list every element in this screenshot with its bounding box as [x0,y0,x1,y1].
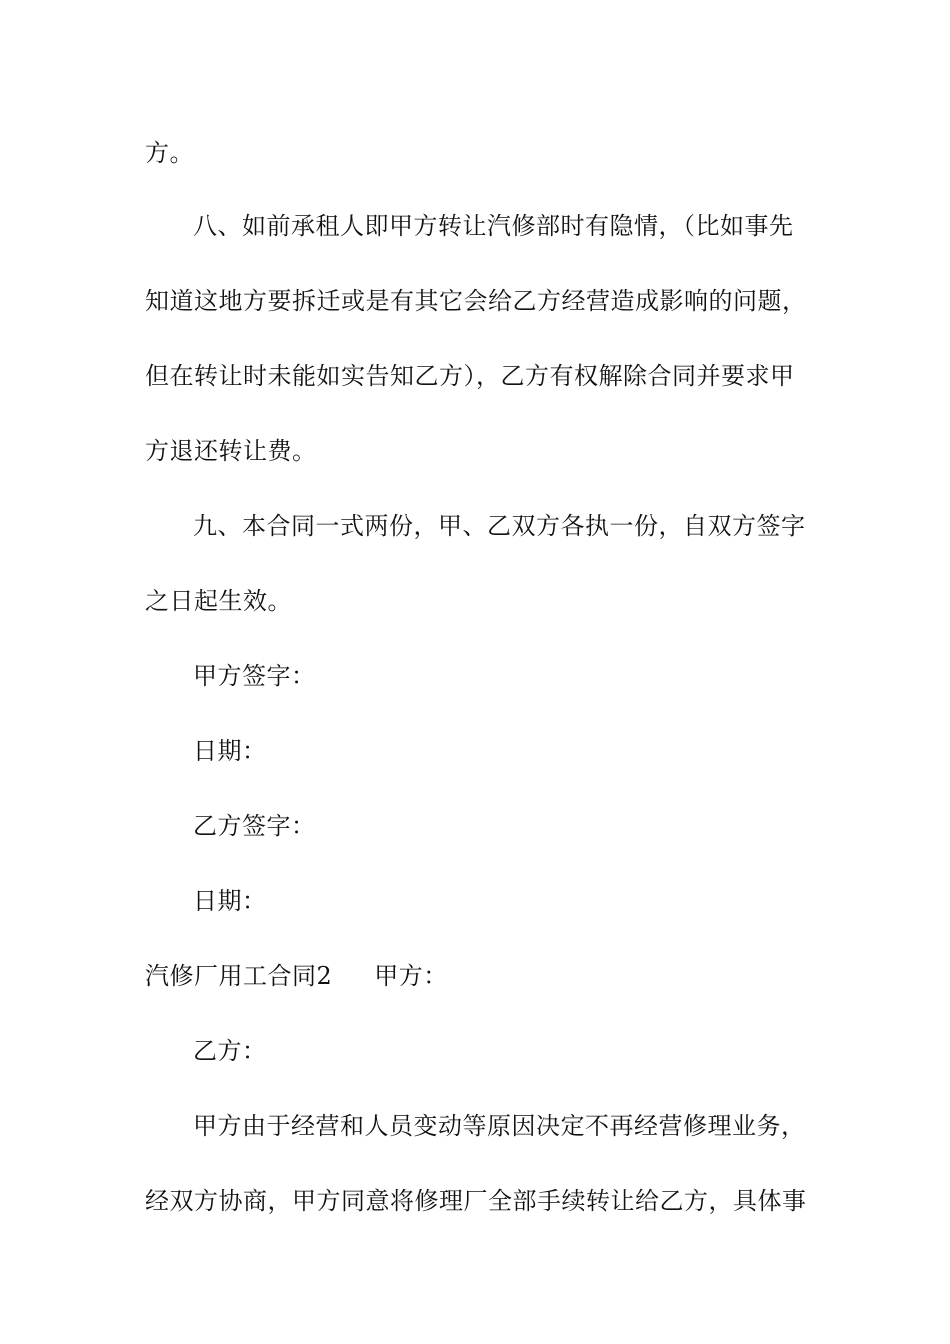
party-b-label: 乙方： [193,1037,267,1065]
clause-nine-line: 九、本合同一式两份，甲、乙双方各执一份，自双方签字 [193,512,806,540]
paragraph-line: 但在转让时未能如实告知乙方），乙方有权解除合同并要求甲 [145,362,795,390]
paragraph-line: 知道这地方要拆迁或是有其它会给乙方经营造成影响的问题， [145,287,807,315]
date-label: 日期： [193,737,267,765]
paragraph-line: 经双方协商，甲方同意将修理厂全部手续转让给乙方，具体事 [145,1187,807,1215]
clause-eight-line: 八、如前承租人即甲方转让汽修部时有隐情，（比如事先 [193,212,794,240]
party-b-signature-label: 乙方签字： [193,812,316,840]
section-title: 汽修厂用工合同2 [145,962,333,990]
party-a-label: 甲方： [374,962,448,990]
paragraph-line: 甲方由于经营和人员变动等原因决定不再经营修理业务， [193,1112,806,1140]
section-heading-line [145,961,448,991]
paragraph-line: 之日起生效。 [145,587,292,615]
paragraph-line: 方。 [145,139,194,167]
date-label: 日期： [193,887,267,915]
party-a-signature-label: 甲方签字： [193,662,316,690]
paragraph-line: 方退还转让费。 [145,437,317,465]
